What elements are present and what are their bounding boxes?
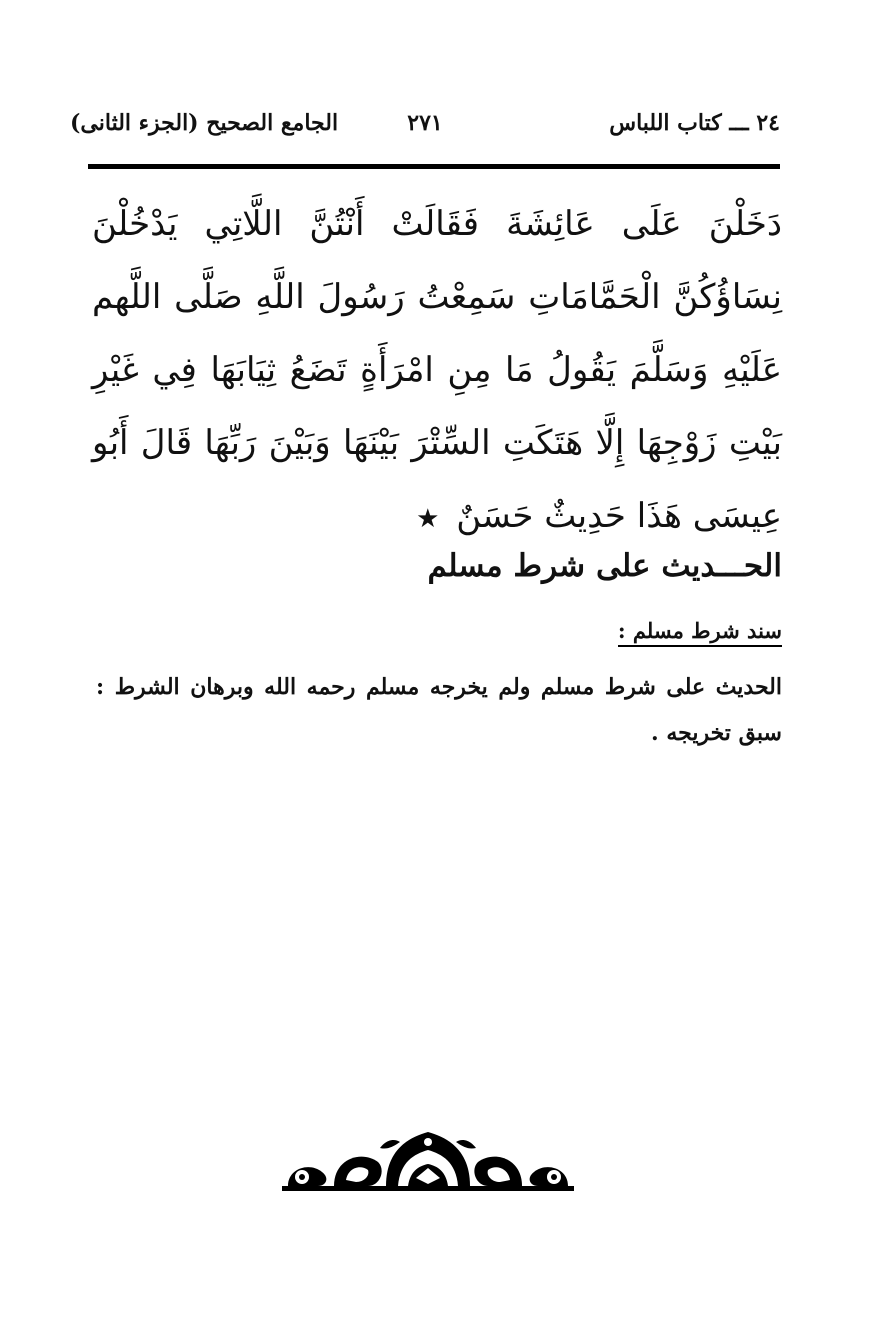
page-header — [70, 110, 780, 150]
chapter-title: ٢٤ ـــ كتاب اللباس — [609, 110, 780, 136]
floral-ornament-icon — [282, 1128, 574, 1198]
explanation-text: الحديث على شرط مسلم ولم يخرجه مسلم رحمه الله وبرهان الشرط : سبق تخريجه . — [96, 674, 782, 746]
hadith-end-star-icon: ★ — [416, 504, 440, 534]
sanad-heading: سند شرط مسلم : — [618, 618, 782, 647]
hadith-text-block — [92, 188, 782, 556]
header-divider — [88, 164, 780, 169]
page-number: ٢٧١ — [407, 110, 443, 136]
explanation-block — [96, 664, 782, 756]
hadith-grade-heading: الحـــديث على شرط مسلم — [427, 548, 782, 584]
hadith-text: دَخَلْنَ عَلَى عَائِشَةَ فَقَالَتْ أَنْتُنَّ اللَّاتِي يَدْخُلْنَ نِسَاؤُكُنَّ الْحَمَّامَاتِ سَمِعْتُ رَسُولَ اللَّهِ صَلَّى اللَّهم عَلَيْهِ وَسَلَّمَ يَقُولُ مَا مِنِ امْرَأَةٍ تَضَعُ ثِيَابَهَا فِي غَيْرِ بَيْتِ زَوْجِهَا إِلَّا هَتَكَتِ السِّتْرَ بَيْنَهَا وَبَيْنَ رَبِّهَا قَالَ أَبُو عِيسَى هَذَا حَدِيثٌ حَسَنٌ — [92, 204, 782, 536]
book-title: الجامع الصحيح (الجزء الثانى) — [70, 110, 339, 136]
